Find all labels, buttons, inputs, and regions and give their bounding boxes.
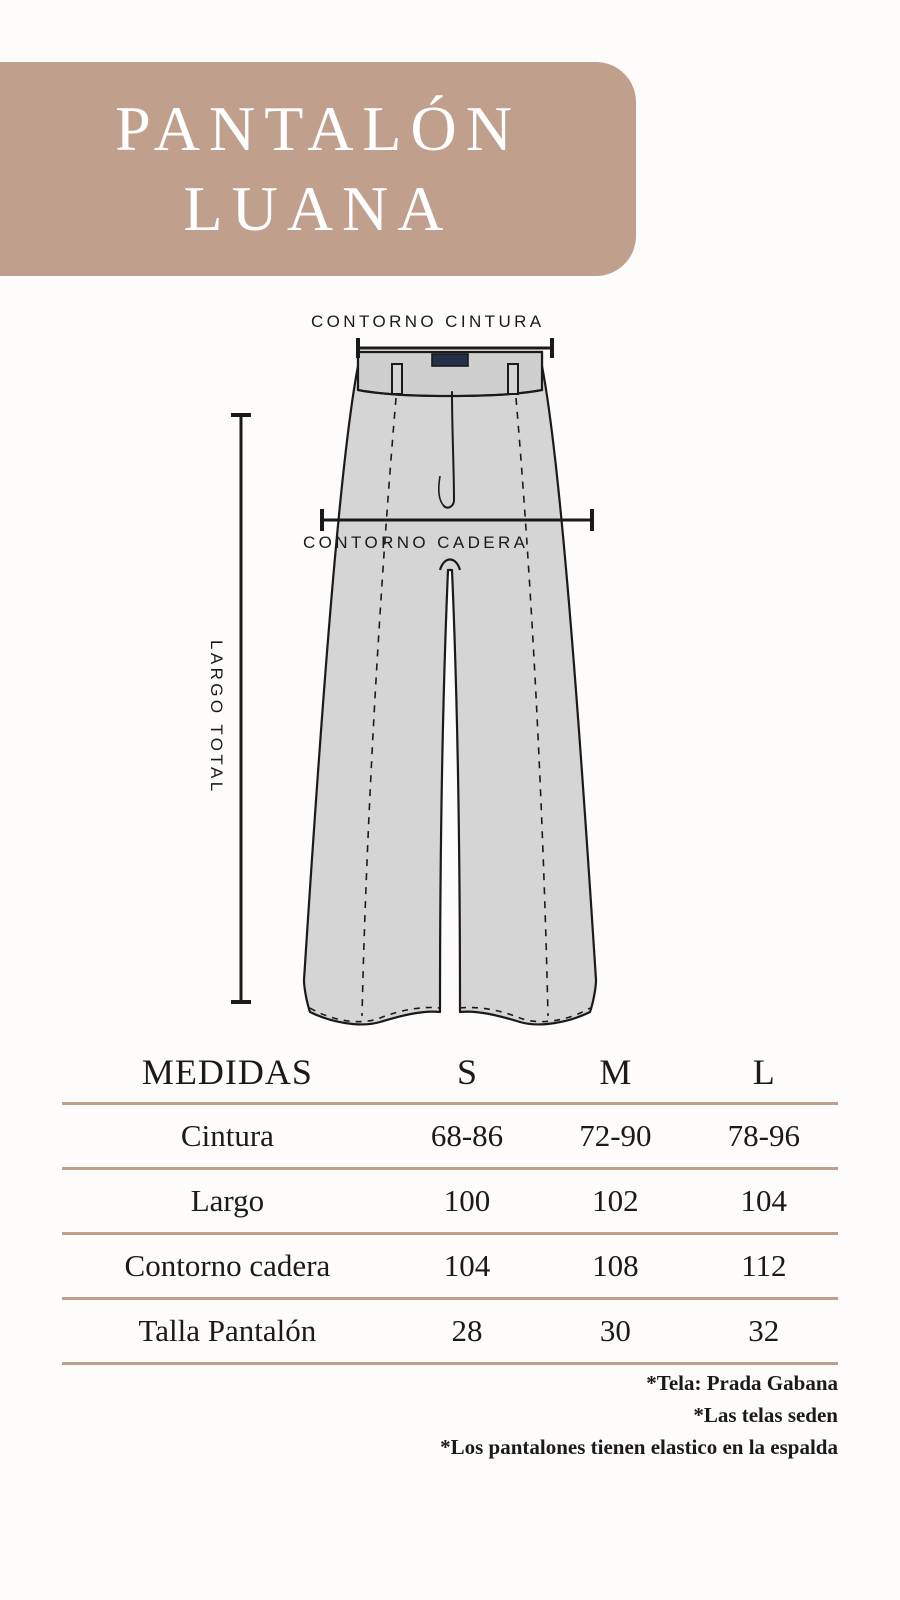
page-title-line-1: PANTALÓN bbox=[115, 93, 521, 164]
garment-diagram bbox=[0, 280, 900, 1050]
table-row bbox=[62, 1299, 838, 1364]
title-banner bbox=[0, 62, 636, 276]
table-header-size-s: S bbox=[457, 1052, 478, 1092]
measurements-table bbox=[62, 1042, 838, 1365]
row-label-contorno-cadera: Contorno cadera bbox=[124, 1248, 331, 1283]
talla-m-value: 30 bbox=[599, 1313, 631, 1348]
row-label-largo: Largo bbox=[190, 1183, 265, 1218]
talla-s-value: 28 bbox=[451, 1313, 483, 1348]
footnotes bbox=[62, 1368, 838, 1464]
footnote-elastic: *Los pantalones tienen elastico en la espalda bbox=[440, 1434, 838, 1459]
talla-l-value: 32 bbox=[748, 1313, 780, 1348]
table-body bbox=[62, 1104, 838, 1364]
largo-l-value: 104 bbox=[740, 1183, 788, 1218]
table-row bbox=[62, 1234, 838, 1299]
table-row bbox=[62, 1169, 838, 1234]
table-header-measures: MEDIDAS bbox=[141, 1052, 313, 1092]
cintura-l-value: 78-96 bbox=[727, 1118, 800, 1153]
row-label-cintura: Cintura bbox=[180, 1118, 274, 1153]
table-row bbox=[62, 1104, 838, 1169]
cintura-m-value: 72-90 bbox=[579, 1118, 652, 1153]
cadera-m-value: 108 bbox=[592, 1248, 639, 1283]
waist-measure-label: CONTORNO CINTURA bbox=[311, 312, 545, 331]
cintura-s-value: 68-86 bbox=[430, 1118, 504, 1153]
pants-technical-drawing bbox=[0, 280, 900, 1050]
table-header-size-m: M bbox=[599, 1052, 632, 1092]
measurements-table-wrapper bbox=[62, 1042, 838, 1365]
hip-measure-label: CONTORNO CADERA bbox=[303, 533, 529, 552]
table-header bbox=[62, 1042, 838, 1104]
largo-m-value: 102 bbox=[592, 1183, 639, 1218]
length-measure-arrow bbox=[231, 415, 251, 1002]
cadera-s-value: 104 bbox=[443, 1248, 491, 1283]
page-title-line-2: LUANA bbox=[183, 173, 453, 244]
length-measure-label: LARGO TOTAL bbox=[207, 640, 226, 795]
table-header-size-l: L bbox=[752, 1052, 775, 1092]
footnote-fabric-behavior: *Las telas seden bbox=[693, 1402, 838, 1427]
row-label-talla-pantalon: Talla Pantalón bbox=[138, 1313, 317, 1348]
cadera-l-value: 112 bbox=[741, 1248, 787, 1283]
pants-outline bbox=[304, 352, 596, 1024]
table-header-row bbox=[62, 1042, 838, 1104]
footnote-fabric: *Tela: Prada Gabana bbox=[646, 1371, 838, 1395]
largo-s-value: 100 bbox=[443, 1183, 491, 1218]
